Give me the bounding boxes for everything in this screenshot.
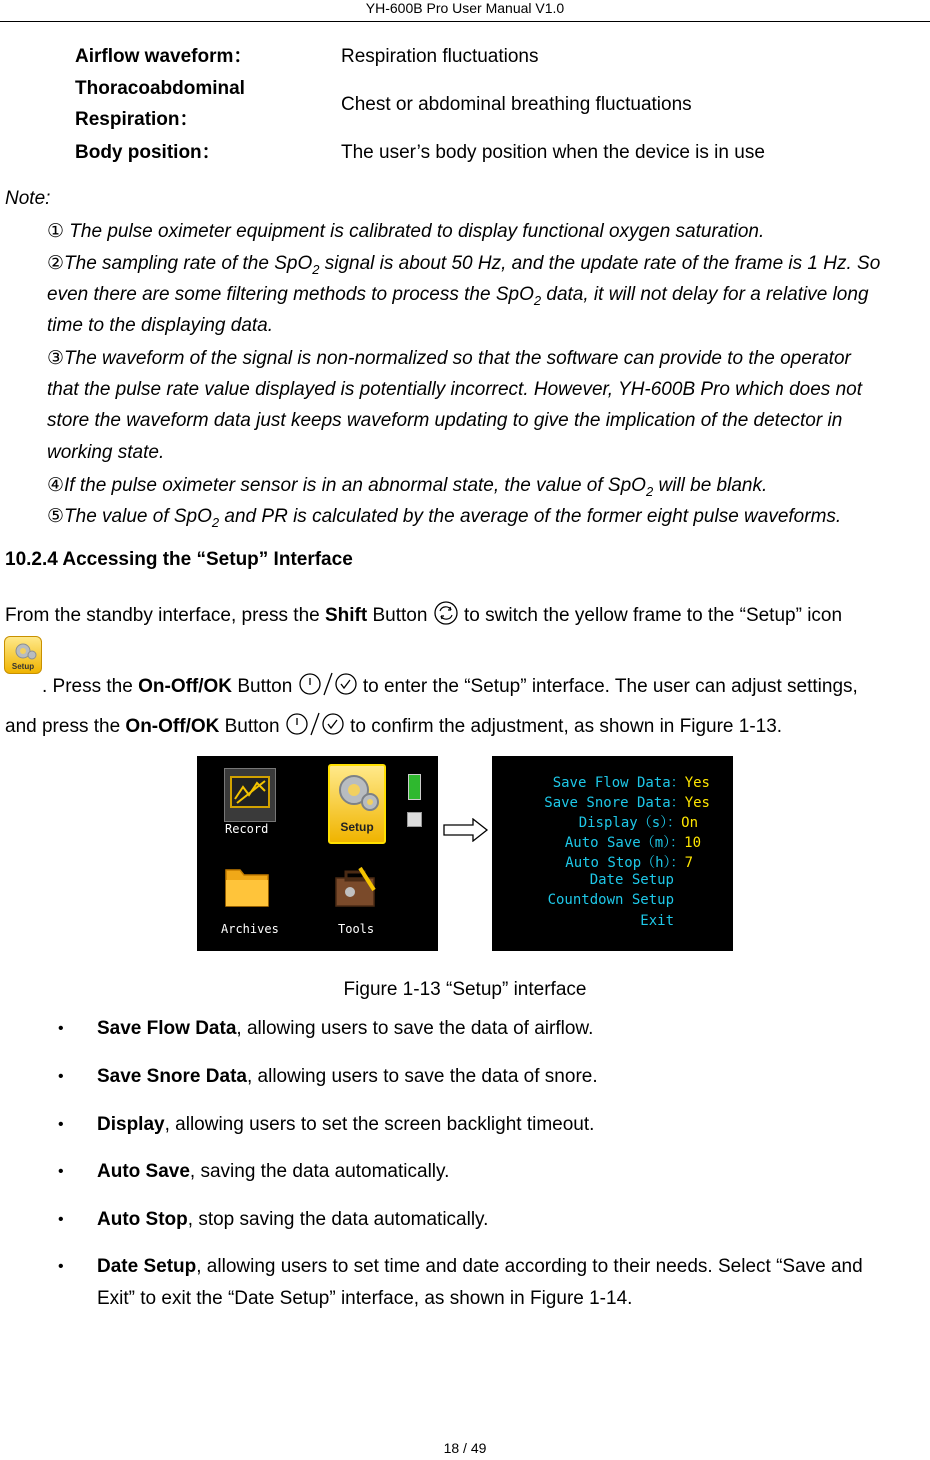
setup-para-line-1: From the standby interface, press the Shift Button to switch the yellow frame to the “Setup” icon (5, 600, 842, 632)
def-term-thoraco-2: Respiration： (75, 109, 199, 130)
note-1: ① The pulse oximeter equipment is calibrated to display functional oxygen saturation. (47, 221, 765, 242)
def-desc-airflow: Respiration fluctuations (341, 46, 539, 67)
on-off-ok-button-icon (285, 711, 345, 743)
bullet-date-setup-line-2: Exit” to exit the “Date Setup” interface, as shown in Figure 1-14. (97, 1288, 633, 1309)
menu-item-countdown-setup[interactable]: Countdown Setup (547, 892, 674, 908)
bullet-auto-stop: Auto Stop, stop saving the data automatically. (97, 1209, 489, 1230)
note-2-line-3: time to the displaying data. (47, 315, 274, 336)
note-3-line-4: working state. (47, 442, 165, 463)
header-rule (0, 21, 930, 22)
on-off-ok-button-icon (298, 671, 358, 703)
menu-item-exit[interactable]: Exit (640, 913, 674, 929)
setup-app-icon (4, 636, 42, 674)
section-heading: 10.2.4 Accessing the “Setup” Interface (5, 549, 353, 570)
page-number: 18 / 49 (443, 1440, 487, 1456)
menu-item-save-flow-data[interactable]: Save Flow Data：Yes (552, 775, 710, 791)
archives-icon[interactable] (222, 860, 272, 912)
setup-para-line-2: . Press the On-Off/OK Button to enter the “Setup” interface. The user can adjust settings, (42, 671, 858, 703)
note-title: Note: (5, 188, 51, 209)
storage-icon (407, 812, 422, 827)
bullet-save-flow-data: Save Flow Data, allowing users to save the data of airflow. (97, 1018, 594, 1039)
battery-icon (408, 774, 421, 800)
transition-arrow-icon (443, 818, 489, 848)
bullet-auto-save: Auto Save, saving the data automatically. (97, 1161, 450, 1182)
note-3-line-2: that the pulse rate value displayed is potentially incorrect. However, YH-600B Pro which does not (47, 379, 862, 400)
record-icon[interactable] (224, 768, 276, 822)
setup-para-line-3: and press the On-Off/OK Button to confirm the adjustment, as shown in Figure 1-13. (5, 711, 782, 743)
def-term-thoraco-1: Thoracoabdominal (75, 78, 245, 99)
menu-item-auto-save[interactable]: Auto Save（m）：10 (564, 835, 701, 851)
bullet-marker: • (58, 1211, 64, 1228)
bullet-save-snore-data: Save Snore Data, allowing users to save the data of snore. (97, 1066, 598, 1087)
setup-tile[interactable] (328, 764, 386, 844)
def-desc-thoraco: Chest or abdominal breathing fluctuations (341, 94, 692, 115)
bullet-display: Display, allowing users to set the screen backlight timeout. (97, 1114, 595, 1135)
tools-label: Tools (338, 922, 375, 936)
def-term-airflow: Airflow waveform： (75, 46, 253, 67)
bullet-date-setup: Date Setup, allowing users to set time and date according to their needs. Select “Save and (97, 1256, 863, 1277)
bullet-marker: • (58, 1116, 64, 1133)
note-3-line-1: ③The waveform of the signal is non-normalized so that the software can provide to the operator (47, 348, 851, 369)
menu-item-date-setup[interactable]: Date Setup (589, 872, 674, 888)
note-2-line-1: ②The sampling rate of the SpO$_2$ signal is about 50 Hz, and the update rate of the frame is 1 Hz. So (47, 253, 881, 277)
def-term-body-position: Body position： (75, 142, 221, 163)
shift-button-icon (433, 600, 459, 632)
page-header: YH-600B Pro User Manual V1.0 (365, 0, 565, 16)
bullet-marker: • (58, 1068, 64, 1085)
archives-label: Archives (221, 922, 279, 936)
bullet-marker: • (58, 1020, 64, 1037)
note-3-line-3: store the waveform data just keeps waveform updating to give the implication of the detector in (47, 410, 843, 431)
note-5: ⑤The value of SpO$_2$ and PR is calculated by the average of the former eight pulse waveforms. (47, 506, 842, 530)
menu-item-display[interactable]: Display（s）：On (578, 815, 698, 831)
figure-caption: Figure 1-13 “Setup” interface (343, 979, 587, 1000)
home-screen (197, 756, 438, 951)
setup-app-icon-label: Setup (11, 662, 35, 671)
note-4: ④If the pulse oximeter sensor is in an abnormal state, the value of SpO$_2$ will be blank. (47, 475, 768, 499)
menu-item-save-snore-data[interactable]: Save Snore Data：Yes (544, 795, 710, 811)
bullet-marker: • (58, 1163, 64, 1180)
menu-item-auto-stop[interactable]: Auto Stop（h）：7 (565, 855, 693, 871)
bullet-marker: • (58, 1258, 64, 1275)
setup-tile-label: Setup (340, 820, 374, 834)
note-2-line-2: even there are some filtering methods to process the SpO$_2$ data, it will not delay for a relative long (47, 284, 869, 308)
tools-icon[interactable] (330, 860, 380, 912)
record-label: Record (225, 822, 269, 836)
def-desc-body-position: The user’s body position when the device is in use (341, 142, 765, 163)
setup-menu-screen (492, 756, 733, 951)
